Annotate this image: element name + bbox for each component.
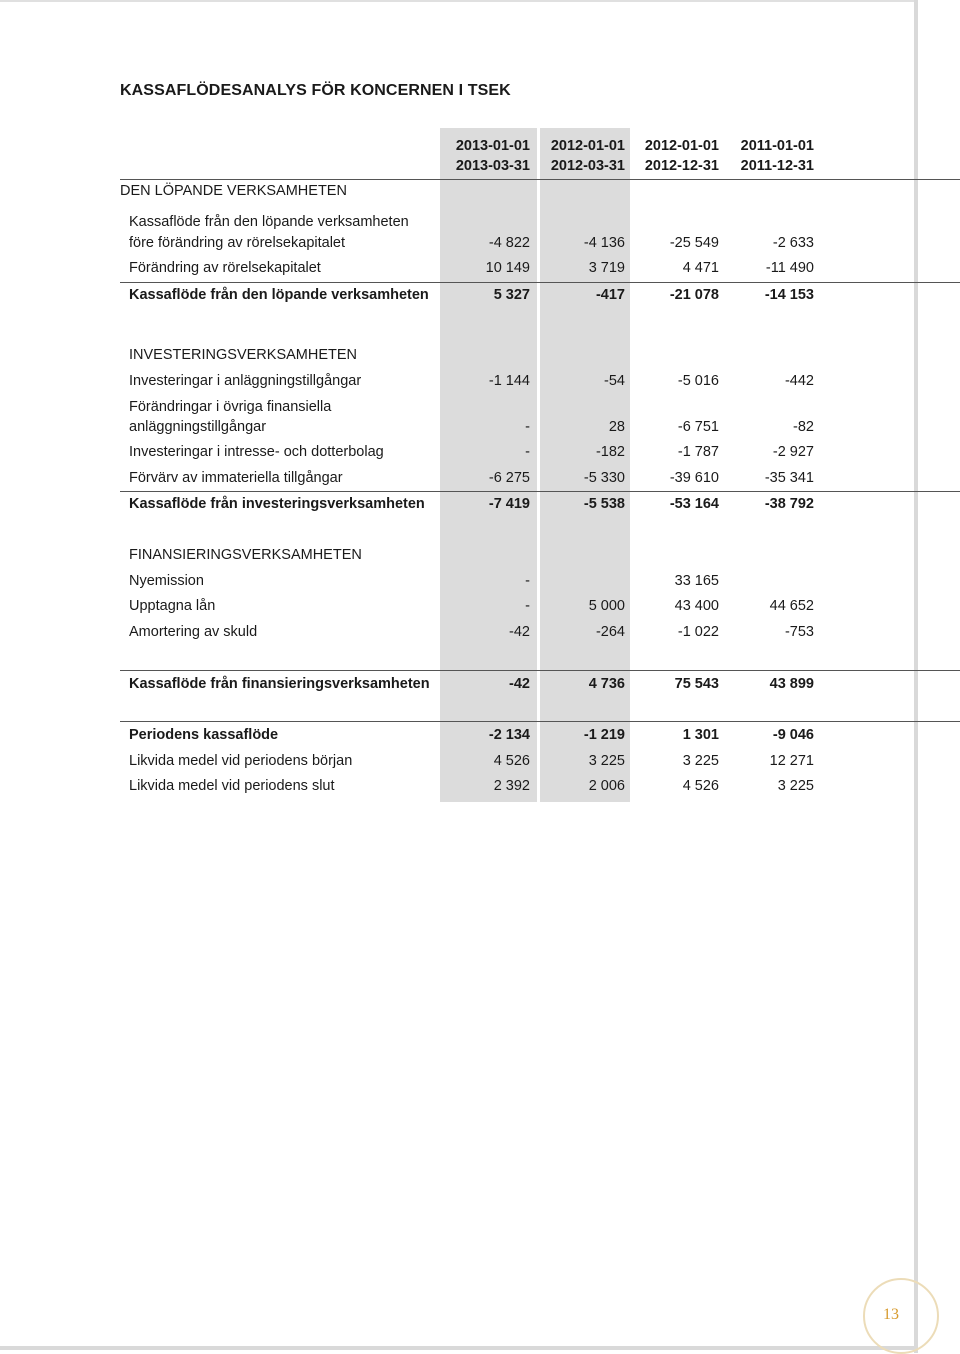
cell: 3 719 <box>588 260 625 276</box>
cell: 12 271 <box>769 753 814 769</box>
cell: -25 549 <box>669 235 719 251</box>
cell: -1 022 <box>677 624 719 640</box>
cell-total: -42 <box>509 676 530 692</box>
cell: -2 927 <box>772 444 814 460</box>
cell: -1 787 <box>677 444 719 460</box>
shade-column-1 <box>440 128 537 802</box>
cell-total: -21 078 <box>669 287 719 303</box>
cell-total: -417 <box>595 287 625 303</box>
cell: 4 526 <box>493 753 530 769</box>
cell-total: -2 134 <box>488 727 530 743</box>
section-heading-investering: INVESTERINGSVERKSAMHETEN <box>129 347 358 363</box>
cell: 43 400 <box>674 598 719 614</box>
row-label: före förändring av rörelsekapitalet <box>129 235 346 251</box>
column-header-3-from: 2012-01-01 <box>644 138 719 154</box>
column-header-3 <box>609 136 719 176</box>
cell: 2 392 <box>493 778 530 794</box>
cell: -5 330 <box>583 470 625 486</box>
cell: - <box>525 598 530 614</box>
rule-finans-top <box>120 670 960 671</box>
cell: - <box>525 419 530 435</box>
cell: -5 016 <box>677 373 719 389</box>
cell-total: 4 736 <box>588 676 625 692</box>
row-label-line1: Förändringar i övriga finansiella <box>129 399 332 415</box>
page-title: KASSAFLÖDESANALYS FÖR KONCERNEN I TSEK <box>120 82 511 99</box>
rule-header <box>120 179 960 180</box>
section-heading-lopande: DEN LÖPANDE VERKSAMHETEN <box>120 183 347 199</box>
row-label: Investeringar i anläggningstillgångar <box>129 373 362 389</box>
cell-total: -38 792 <box>764 496 814 512</box>
cell: -6 275 <box>488 470 530 486</box>
cell: -182 <box>595 444 625 460</box>
cell: 28 <box>608 419 625 435</box>
shade-column-2 <box>540 128 630 802</box>
row-label-line1: Kassaflöde från den löpande verksamheten <box>129 214 409 230</box>
cell: -6 751 <box>677 419 719 435</box>
cell-total: 5 327 <box>493 287 530 303</box>
column-header-2-from: 2012-01-01 <box>550 138 625 154</box>
cell: -4 822 <box>488 235 530 251</box>
cell: 10 149 <box>485 260 530 276</box>
cell-total: -7 419 <box>488 496 530 512</box>
column-header-1 <box>420 136 530 176</box>
section-heading-finansiering: FINANSIERINGSVERKSAMHETEN <box>129 547 362 563</box>
cell-total: 75 543 <box>674 676 719 692</box>
column-header-4-to: 2011-12-31 <box>740 158 814 174</box>
cell-total: -9 046 <box>772 727 814 743</box>
cell-total: -1 219 <box>583 727 625 743</box>
cell-total: -14 153 <box>764 287 814 303</box>
page-border-bottom <box>0 1346 918 1350</box>
row-label-total: Kassaflöde från investeringsverksamheten <box>129 496 425 512</box>
row-label: Likvida medel vid periodens slut <box>129 778 335 794</box>
row-label: Upptagna lån <box>129 598 216 614</box>
cell: - <box>525 573 530 589</box>
cell: - <box>525 444 530 460</box>
cell: -2 633 <box>772 235 814 251</box>
rule-lopande <box>120 282 960 283</box>
cell: 5 000 <box>588 598 625 614</box>
row-label: Nyemission <box>129 573 204 589</box>
page-border-right <box>914 0 918 1353</box>
row-label: Förvärv av immateriella tillgångar <box>129 470 343 486</box>
row-label: anläggningstillgångar <box>129 419 267 435</box>
cell: 44 652 <box>769 598 814 614</box>
rule-periodens <box>120 721 960 722</box>
cell: -82 <box>793 419 814 435</box>
cell: -54 <box>604 373 625 389</box>
cell: -42 <box>509 624 530 640</box>
column-header-3-to: 2012-12-31 <box>644 158 719 174</box>
row-label: Amortering av skuld <box>129 624 258 640</box>
cell: -753 <box>784 624 814 640</box>
cell-total: -5 538 <box>583 496 625 512</box>
row-label: Förändring av rörelsekapitalet <box>129 260 321 276</box>
cell: -1 144 <box>488 373 530 389</box>
column-header-2-to: 2012-03-31 <box>550 158 625 174</box>
page-border-top <box>0 0 918 2</box>
column-header-4-from: 2011-01-01 <box>740 138 814 154</box>
cell: 3 225 <box>588 753 625 769</box>
cell: -35 341 <box>764 470 814 486</box>
cell: 2 006 <box>588 778 625 794</box>
row-label-total: Kassaflöde från den löpande verksamheten <box>129 287 429 303</box>
cell: -39 610 <box>669 470 719 486</box>
page-number: 13 <box>883 1306 899 1323</box>
row-label: Likvida medel vid periodens början <box>129 753 353 769</box>
cell: -4 136 <box>583 235 625 251</box>
cell: -11 490 <box>765 260 814 276</box>
cell-total: -53 164 <box>669 496 719 512</box>
cell-total: 1 301 <box>682 727 719 743</box>
cell: 4 526 <box>682 778 719 794</box>
cell: -264 <box>595 624 625 640</box>
cell: 4 471 <box>682 260 719 276</box>
rule-invest <box>120 491 960 492</box>
cell-total: 43 899 <box>769 676 814 692</box>
cell: 33 165 <box>674 573 719 589</box>
column-header-4 <box>704 136 814 176</box>
cell: 3 225 <box>682 753 719 769</box>
column-header-1-to: 2013-03-31 <box>455 158 530 174</box>
row-label-total: Periodens kassaflöde <box>129 727 279 743</box>
column-header-1-from: 2013-01-01 <box>455 138 530 154</box>
row-label-total: Kassaflöde från finansieringsverksamheten <box>129 676 430 692</box>
cell: -442 <box>784 373 814 389</box>
row-label: Investeringar i intresse- och dotterbolag <box>129 444 384 460</box>
cell: 3 225 <box>777 778 814 794</box>
